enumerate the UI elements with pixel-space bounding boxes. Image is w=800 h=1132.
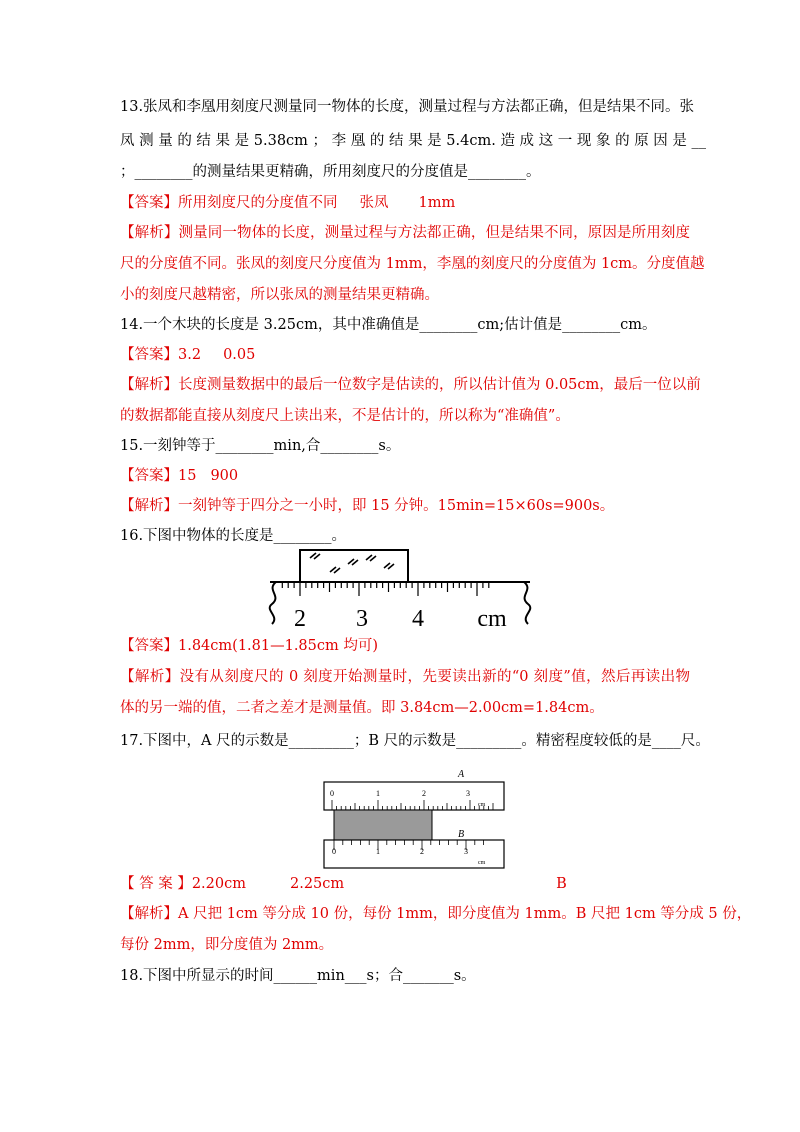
ruler-b [324,840,504,868]
ruler-break-left [270,582,276,624]
q16-analysis1 [120,667,690,687]
answer-text: 2.20cm [191,876,246,892]
q16-line1: 16.下图中物体的长度是________。 [120,528,347,544]
analysis-text: 测量同一物体的长度，测量过程与方法都正确，但是结果不同，原因是所用刻度 [178,225,691,241]
answer-tag: 【 答 案 】 [120,876,192,892]
q15-line1: 15.一刻钟等于________min,合________s。 [120,438,401,454]
ruler-figure-q16 [262,546,552,636]
answer-text: 15 [178,468,197,484]
ruler-a-tick-3: 3 [466,789,470,798]
analysis-text: A 尺把 1cm 等分成 10 份，每份 1mm，即分度值为 1mm。B 尺把 1cm 等分成 5 份， [178,906,752,922]
ruler-figure-q17 [318,768,508,878]
q13-line1: 13.张凤和李凰用刻度尺测量同一物体的长度，测量过程与方法都正确，但是结果不同。张 [120,99,695,115]
ruler-break-right [524,582,530,624]
ruler-label-unit: cm [477,606,507,632]
analysis-tag: 【解析】 [120,225,179,241]
answer-text-2: 张凤 [359,195,389,211]
ruler-a-tick-2: 2 [422,789,426,798]
ruler-label-2: 2 [294,606,306,632]
answer-tag: 【答案】 [120,347,178,363]
ruler-a [324,782,504,810]
answer-text-3: 1mm [418,195,456,211]
answer-tag: 【答案】 [120,468,178,484]
q17-line1: 17.下图中，A 尺的示数是_________；B 尺的示数是_________。精密程度较低的是____尺。 [120,733,710,749]
answer-text: 所用刻度尺的分度值不同 [178,195,338,211]
q13-analysis2: 尺的分度值不同。张凤的刻度尺分度值为 1mm，李凰的刻度尺的分度值为 1cm。分度值越 [120,256,705,272]
answer-text-2: 2.25cm [289,876,345,892]
q13-analysis1 [120,223,690,243]
answer-tag: 【答案】 [120,195,178,211]
ruler-b-tick-2: 2 [420,847,424,856]
ruler-b-label: B [458,829,465,840]
ruler-a-unit: cm [478,802,486,808]
q15-analysis1 [120,496,690,516]
answer-tag: 【答案】 [120,638,178,654]
q16-analysis2: 体的另一端的值，二者之差才是测量值。即 3.84cm—2.00cm=1.84cm。 [120,700,604,716]
answer-text-2: 0.05 [223,347,256,363]
analysis-tag: 【解析】 [120,669,180,685]
q16-answer [120,636,690,656]
q17-answer [120,874,690,894]
analysis-tag: 【解析】 [120,498,178,514]
q13-analysis3: 小的刻度尺越精密，所以张凤的测量结果更精确。 [120,287,439,303]
q13-line2: 凤 测 量 的 结 果 是 5.38cm ； 李 凰 的 结 果 是 5.4cm. 造 成 这 一 现 象 的 原 因 是 __ [120,133,707,149]
q15-answer [120,466,690,486]
ruler-label-3: 3 [356,606,368,632]
measured-object [334,810,432,840]
ruler-b-tick-0: 0 [332,847,336,856]
analysis-text: 长度测量数据中的最后一位数字是估读的，所以估计值为 0.05cm，最后一位以前 [178,377,701,393]
answer-text-2: 900 [210,468,239,484]
answer-text: 1.84cm(1.81—1.85cm 均可) [178,638,379,654]
analysis-text: 一刻钟等于四分之一小时，即 15 分钟。15min=15×60s=900s。 [178,498,615,514]
analysis-text: 没有从刻度尺的 0 刻度开始测量时，先要读出新的“0 刻度”值，然后再读出物 [179,669,690,685]
q13-answer [120,193,690,213]
q14-analysis1 [120,375,701,395]
ruler-a-tick-0: 0 [330,789,334,798]
q14-answer [120,345,690,365]
answer-text: 3.2 [178,347,202,363]
ruler-b-tick-3: 3 [464,847,468,856]
q14-line1: 14.一个木块的长度是 3.25cm，其中准确值是________cm;估计值是________cm。 [120,317,657,333]
q18-line1: 18.下图中所显示的时间______min___s；合_______s。 [120,968,476,984]
ruler-b-tick-1: 1 [376,847,380,856]
ruler-ticks [282,582,489,596]
q17-analysis1 [120,904,752,924]
ruler-a-label: A [458,769,465,780]
ruler-b-unit: cm [478,860,486,866]
ruler-label-4: 4 [412,606,424,632]
answer-text-3: B [556,876,567,892]
q13-line3: ；________的测量结果更精确，所用刻度尺的分度值是________。 [120,164,541,180]
q14-analysis2: 的数据都能直接从刻度尺上读出来，不是估计的，所以称为“准确值”。 [120,408,570,424]
q17-analysis2: 每份 2mm，即分度值为 2mm。 [120,937,334,953]
analysis-tag: 【解析】 [120,377,178,393]
ruler-a-tick-1: 1 [376,789,380,798]
analysis-tag: 【解析】 [120,906,178,922]
